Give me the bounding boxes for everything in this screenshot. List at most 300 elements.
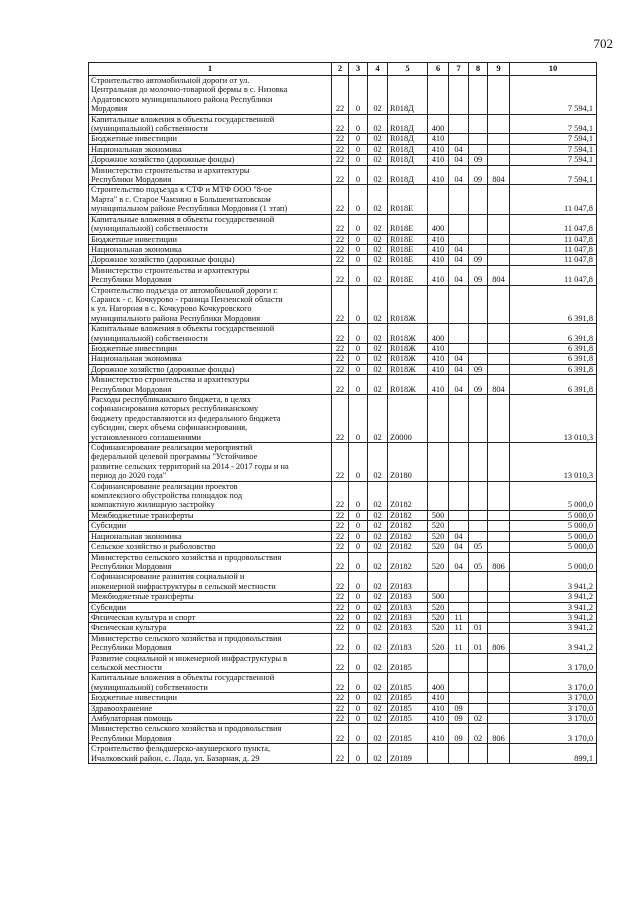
cell-col-3: 0	[349, 255, 368, 265]
cell-amount: 7 594,1	[510, 165, 597, 185]
cell-col-9: 806	[488, 633, 510, 653]
cell-col-3: 0	[349, 592, 368, 602]
table-row	[89, 510, 597, 520]
table-row	[89, 343, 597, 353]
cell-col-8	[469, 144, 488, 154]
cell-name: Дорожное хозяйство (дорожные фонды)	[89, 155, 332, 165]
cell-col-4: 02	[368, 144, 388, 154]
cell-col-3: 0	[349, 234, 368, 244]
cell-amount: 5 000,0	[510, 542, 597, 552]
cell-col-9	[488, 542, 510, 552]
cell-col-9	[488, 481, 510, 510]
table-row	[89, 324, 597, 344]
cell-col-6: 400	[428, 324, 449, 344]
cell-col-7	[449, 443, 469, 482]
cell-col-4: 02	[368, 214, 388, 234]
cell-col-3: 0	[349, 572, 368, 592]
cell-col-8: 05	[469, 552, 488, 572]
cell-amount: 11 047,8	[510, 214, 597, 234]
cell-col-3: 0	[349, 521, 368, 531]
table-row	[89, 703, 597, 713]
cell-col-8	[469, 134, 488, 144]
cell-name: Софинансирование реализации проектов комплексного обустройства площадок под компактную жилищную застройку	[89, 481, 332, 510]
cell-col-3: 0	[349, 155, 368, 165]
cell-col-7	[449, 214, 469, 234]
cell-name: Межбюджетные трансферты	[89, 510, 332, 520]
cell-col-6: 410	[428, 714, 449, 724]
cell-col-6	[428, 744, 449, 764]
table-row	[89, 724, 597, 744]
cell-col-3: 0	[349, 114, 368, 134]
cell-col-9	[488, 693, 510, 703]
cell-col-6	[428, 653, 449, 673]
cell-col-5: Z0185	[388, 653, 428, 673]
cell-col-2: 22	[332, 144, 349, 154]
cell-name: Софинансирование реализации мероприятий федеральной целевой программы "Устойчивое развитие сельских территорий на 2014 - 2017 годы и на период до 2020 года"	[89, 443, 332, 482]
cell-col-3: 0	[349, 510, 368, 520]
cell-amount: 3 941,2	[510, 612, 597, 622]
cell-name: Софинансирование развития социальной и инженерной инфраструктуры в сельской местности	[89, 572, 332, 592]
header-col-4: 4	[368, 63, 388, 76]
table-row	[89, 572, 597, 592]
cell-col-5: R018Д	[388, 76, 428, 115]
cell-amount: 5 000,0	[510, 510, 597, 520]
cell-col-5: R018Д	[388, 134, 428, 144]
cell-col-4: 02	[368, 255, 388, 265]
cell-col-6: 500	[428, 510, 449, 520]
cell-col-7	[449, 185, 469, 214]
cell-amount: 7 594,1	[510, 134, 597, 144]
cell-col-9	[488, 572, 510, 592]
cell-col-3: 0	[349, 673, 368, 693]
cell-col-6: 410	[428, 265, 449, 285]
cell-amount: 6 391,8	[510, 364, 597, 374]
cell-amount: 3 170,0	[510, 693, 597, 703]
cell-amount: 11 047,8	[510, 244, 597, 254]
table-row	[89, 744, 597, 764]
header-col-9: 9	[488, 63, 510, 76]
cell-col-6: 410	[428, 144, 449, 154]
cell-name: Капитальные вложения в объекты государственной (муниципальной) собственности	[89, 214, 332, 234]
cell-col-9	[488, 395, 510, 443]
cell-col-7	[449, 76, 469, 115]
table-row	[89, 602, 597, 612]
cell-col-7	[449, 510, 469, 520]
cell-name: Дорожное хозяйство (дорожные фонды)	[89, 255, 332, 265]
cell-name: Субсидии	[89, 602, 332, 612]
cell-amount: 6 391,8	[510, 343, 597, 353]
cell-col-6	[428, 76, 449, 115]
cell-col-8: 01	[469, 633, 488, 653]
cell-col-8	[469, 114, 488, 134]
cell-col-4: 02	[368, 693, 388, 703]
cell-col-8	[469, 744, 488, 764]
cell-col-5: R018E	[388, 255, 428, 265]
cell-col-8: 09	[469, 155, 488, 165]
cell-name: Национальная экономика	[89, 144, 332, 154]
cell-col-3: 0	[349, 531, 368, 541]
cell-amount: 3 170,0	[510, 653, 597, 673]
cell-col-4: 02	[368, 531, 388, 541]
cell-col-3: 0	[349, 724, 368, 744]
cell-name: Физическая культура	[89, 623, 332, 633]
cell-col-5: R018Ж	[388, 285, 428, 324]
cell-col-2: 22	[332, 285, 349, 324]
cell-col-7: 11	[449, 633, 469, 653]
cell-name: Министерство сельского хозяйства и продовольствия Республики Мордовия	[89, 724, 332, 744]
cell-col-3: 0	[349, 744, 368, 764]
cell-amount: 5 000,0	[510, 481, 597, 510]
cell-col-2: 22	[332, 552, 349, 572]
cell-col-2: 22	[332, 592, 349, 602]
table-row	[89, 185, 597, 214]
table-row	[89, 552, 597, 572]
cell-col-9	[488, 714, 510, 724]
cell-name: Капитальные вложения в объекты государственной (муниципальной) собственности	[89, 673, 332, 693]
cell-col-4: 02	[368, 592, 388, 602]
cell-col-8: 09	[469, 265, 488, 285]
cell-col-7	[449, 285, 469, 324]
cell-col-3: 0	[349, 623, 368, 633]
cell-col-3: 0	[349, 265, 368, 285]
cell-col-8	[469, 703, 488, 713]
table-row	[89, 354, 597, 364]
table-row	[89, 114, 597, 134]
cell-col-9	[488, 673, 510, 693]
cell-col-6: 520	[428, 602, 449, 612]
cell-col-7	[449, 673, 469, 693]
cell-name: Министерство сельского хозяйства и продовольствия Республики Мордовия	[89, 633, 332, 653]
cell-col-8: 02	[469, 714, 488, 724]
cell-col-6	[428, 285, 449, 324]
cell-col-6	[428, 572, 449, 592]
cell-col-8	[469, 395, 488, 443]
cell-col-7	[449, 592, 469, 602]
cell-col-2: 22	[332, 744, 349, 764]
cell-col-8	[469, 531, 488, 541]
cell-col-6: 410	[428, 693, 449, 703]
cell-col-2: 22	[332, 214, 349, 234]
cell-col-4: 02	[368, 724, 388, 744]
cell-col-7: 04	[449, 255, 469, 265]
cell-col-7: 11	[449, 612, 469, 622]
cell-col-5: Z0180	[388, 443, 428, 482]
cell-col-5: Z0183	[388, 633, 428, 653]
cell-col-6	[428, 443, 449, 482]
cell-col-3: 0	[349, 185, 368, 214]
table-row	[89, 481, 597, 510]
cell-amount: 7 594,1	[510, 76, 597, 115]
cell-col-3: 0	[349, 714, 368, 724]
cell-col-9	[488, 364, 510, 374]
cell-col-5: Z0189	[388, 744, 428, 764]
cell-col-8: 09	[469, 375, 488, 395]
cell-col-6: 520	[428, 531, 449, 541]
cell-col-8	[469, 76, 488, 115]
cell-col-8	[469, 592, 488, 602]
cell-col-4: 02	[368, 602, 388, 612]
cell-amount: 899,1	[510, 744, 597, 764]
cell-col-4: 02	[368, 324, 388, 344]
cell-col-7: 04	[449, 165, 469, 185]
cell-col-3: 0	[349, 165, 368, 185]
cell-col-5: R018Д	[388, 165, 428, 185]
cell-col-6: 500	[428, 592, 449, 602]
table-row	[89, 134, 597, 144]
cell-col-2: 22	[332, 572, 349, 592]
cell-col-3: 0	[349, 693, 368, 703]
cell-col-3: 0	[349, 552, 368, 572]
cell-col-2: 22	[332, 114, 349, 134]
cell-col-4: 02	[368, 343, 388, 353]
cell-col-9	[488, 703, 510, 713]
cell-col-2: 22	[332, 714, 349, 724]
cell-col-8	[469, 214, 488, 234]
cell-col-5: Z0185	[388, 703, 428, 713]
cell-name: Строительство подъезда от автомобильной дороги г. Саранск - с. Кочкурово - граница Пензенской области к ул. Нагорная в с. Кочкурово Кочкуровского муниципального района Республики Мордовия	[89, 285, 332, 324]
cell-name: Капитальные вложения в объекты государственной (муниципальной) собственности	[89, 324, 332, 344]
table-row	[89, 244, 597, 254]
cell-col-2: 22	[332, 612, 349, 622]
cell-col-5: Z0182	[388, 481, 428, 510]
table-row	[89, 375, 597, 395]
cell-amount: 13 010,3	[510, 443, 597, 482]
cell-amount: 6 391,8	[510, 375, 597, 395]
cell-col-8	[469, 324, 488, 344]
cell-col-5: Z0183	[388, 572, 428, 592]
cell-col-9	[488, 521, 510, 531]
header-col-2: 2	[332, 63, 349, 76]
cell-col-5: Z0183	[388, 612, 428, 622]
table-row	[89, 693, 597, 703]
budget-table-container	[88, 62, 596, 764]
cell-col-5: R018Ж	[388, 375, 428, 395]
cell-name: Физическая культура и спорт	[89, 612, 332, 622]
cell-col-2: 22	[332, 653, 349, 673]
cell-col-7	[449, 744, 469, 764]
cell-col-4: 02	[368, 134, 388, 144]
cell-col-2: 22	[332, 165, 349, 185]
cell-name: Расходы республиканского бюджета, в целях софинансирования которых республиканскому бюджету предоставляются из федерального бюджета субсидии, сверх объема софинансирования, установленного соглашениями	[89, 395, 332, 443]
cell-col-3: 0	[349, 144, 368, 154]
table-row	[89, 714, 597, 724]
cell-col-5: Z0182	[388, 552, 428, 572]
cell-col-9	[488, 285, 510, 324]
cell-col-8	[469, 510, 488, 520]
cell-name: Министерство строительства и архитектуры Республики Мордовия	[89, 375, 332, 395]
cell-col-9	[488, 155, 510, 165]
header-col-5: 5	[388, 63, 428, 76]
cell-col-9	[488, 244, 510, 254]
cell-col-4: 02	[368, 76, 388, 115]
cell-name: Здравоохранение	[89, 703, 332, 713]
cell-col-7: 04	[449, 364, 469, 374]
cell-col-8	[469, 673, 488, 693]
cell-col-3: 0	[349, 612, 368, 622]
cell-col-7	[449, 653, 469, 673]
cell-amount: 5 000,0	[510, 552, 597, 572]
cell-col-7: 04	[449, 155, 469, 165]
cell-amount: 3 170,0	[510, 703, 597, 713]
cell-col-2: 22	[332, 510, 349, 520]
cell-col-5: Z0182	[388, 521, 428, 531]
table-row	[89, 165, 597, 185]
cell-col-5: Z0183	[388, 592, 428, 602]
cell-col-5: Z0185	[388, 724, 428, 744]
table-row	[89, 653, 597, 673]
cell-col-9	[488, 602, 510, 612]
cell-col-5: R018Д	[388, 114, 428, 134]
header-col-7: 7	[449, 63, 469, 76]
cell-col-5: R018Ж	[388, 354, 428, 364]
cell-col-3: 0	[349, 542, 368, 552]
cell-col-2: 22	[332, 185, 349, 214]
cell-col-8	[469, 244, 488, 254]
cell-col-9	[488, 255, 510, 265]
cell-col-9: 804	[488, 265, 510, 285]
cell-col-6: 410	[428, 244, 449, 254]
cell-col-4: 02	[368, 354, 388, 364]
cell-col-4: 02	[368, 165, 388, 185]
cell-col-4: 02	[368, 244, 388, 254]
cell-amount: 11 047,8	[510, 185, 597, 214]
table-row	[89, 623, 597, 633]
cell-name: Бюджетные инвестиции	[89, 343, 332, 353]
cell-amount: 3 941,2	[510, 592, 597, 602]
cell-col-6: 520	[428, 552, 449, 572]
cell-col-5: Z0182	[388, 542, 428, 552]
cell-col-2: 22	[332, 375, 349, 395]
cell-name: Бюджетные инвестиции	[89, 693, 332, 703]
cell-amount: 3 170,0	[510, 724, 597, 744]
cell-name: Развитие социальной и инженерной инфраструктуры в сельской местности	[89, 653, 332, 673]
cell-col-4: 02	[368, 633, 388, 653]
table-row	[89, 592, 597, 602]
cell-col-7: 09	[449, 703, 469, 713]
cell-col-9	[488, 214, 510, 234]
cell-col-2: 22	[332, 244, 349, 254]
table-row	[89, 155, 597, 165]
cell-name: Министерство строительства и архитектуры Республики Мордовия	[89, 265, 332, 285]
cell-amount: 7 594,1	[510, 155, 597, 165]
cell-col-3: 0	[349, 324, 368, 344]
cell-col-5: R018E	[388, 234, 428, 244]
cell-amount: 5 000,0	[510, 521, 597, 531]
cell-col-4: 02	[368, 521, 388, 531]
cell-col-9	[488, 592, 510, 602]
cell-col-8: 09	[469, 255, 488, 265]
cell-amount: 3 941,2	[510, 602, 597, 612]
cell-col-6: 410	[428, 703, 449, 713]
table-row	[89, 521, 597, 531]
cell-col-6: 410	[428, 165, 449, 185]
cell-col-2: 22	[332, 155, 349, 165]
cell-name: Бюджетные инвестиции	[89, 134, 332, 144]
cell-name: Бюджетные инвестиции	[89, 234, 332, 244]
cell-col-4: 02	[368, 552, 388, 572]
cell-col-4: 02	[368, 542, 388, 552]
cell-col-5: Z0182	[388, 510, 428, 520]
cell-col-5: Z0183	[388, 623, 428, 633]
cell-col-5: R018Д	[388, 144, 428, 154]
cell-col-2: 22	[332, 673, 349, 693]
cell-col-8: 09	[469, 364, 488, 374]
cell-col-4: 02	[368, 653, 388, 673]
cell-col-9	[488, 653, 510, 673]
cell-col-8	[469, 521, 488, 531]
cell-col-9	[488, 623, 510, 633]
cell-amount: 11 047,8	[510, 255, 597, 265]
cell-col-7: 04	[449, 375, 469, 395]
cell-col-6	[428, 395, 449, 443]
cell-name: Национальная экономика	[89, 244, 332, 254]
cell-col-7: 04	[449, 354, 469, 364]
cell-col-2: 22	[332, 724, 349, 744]
cell-name: Строительство фельдшерско-акушерского пункта, Ичалковский район, с. Лада, ул. Базарная, д. 29	[89, 744, 332, 764]
cell-col-3: 0	[349, 214, 368, 234]
cell-col-7: 11	[449, 623, 469, 633]
cell-col-9	[488, 134, 510, 144]
cell-col-7: 04	[449, 542, 469, 552]
cell-col-2: 22	[332, 521, 349, 531]
cell-col-6: 410	[428, 724, 449, 744]
table-row	[89, 234, 597, 244]
cell-col-6: 520	[428, 612, 449, 622]
cell-col-7: 04	[449, 552, 469, 572]
cell-col-8	[469, 354, 488, 364]
cell-col-7	[449, 521, 469, 531]
cell-amount: 7 594,1	[510, 144, 597, 154]
cell-col-8	[469, 443, 488, 482]
cell-amount: 3 170,0	[510, 673, 597, 693]
cell-col-8	[469, 653, 488, 673]
cell-col-4: 02	[368, 155, 388, 165]
cell-col-4: 02	[368, 703, 388, 713]
cell-name: Субсидии	[89, 521, 332, 531]
cell-col-2: 22	[332, 602, 349, 612]
cell-col-9	[488, 324, 510, 344]
cell-col-7	[449, 114, 469, 134]
cell-col-4: 02	[368, 375, 388, 395]
cell-col-9	[488, 612, 510, 622]
cell-col-7	[449, 572, 469, 592]
cell-col-2: 22	[332, 324, 349, 344]
cell-col-6: 400	[428, 114, 449, 134]
cell-amount: 6 391,8	[510, 354, 597, 364]
table-row	[89, 612, 597, 622]
cell-col-7: 04	[449, 244, 469, 254]
cell-col-5: Z0182	[388, 531, 428, 541]
cell-col-4: 02	[368, 395, 388, 443]
cell-col-3: 0	[349, 395, 368, 443]
cell-name: Строительство подъезда к СТФ и МТФ ООО "8-ое Марта" в с. Старое Чамзино в Большеигнатовском муниципальном районе Республики Мордовия (1 этап)	[89, 185, 332, 214]
cell-col-3: 0	[349, 653, 368, 673]
cell-col-9: 804	[488, 165, 510, 185]
cell-col-7	[449, 693, 469, 703]
cell-col-3: 0	[349, 443, 368, 482]
cell-amount: 11 047,8	[510, 234, 597, 244]
table-header-row	[89, 63, 597, 76]
cell-col-7: 04	[449, 144, 469, 154]
cell-col-3: 0	[349, 602, 368, 612]
cell-col-3: 0	[349, 364, 368, 374]
table-row	[89, 214, 597, 234]
cell-col-7: 09	[449, 724, 469, 744]
cell-col-6: 520	[428, 633, 449, 653]
cell-col-3: 0	[349, 244, 368, 254]
cell-col-6: 410	[428, 155, 449, 165]
cell-col-2: 22	[332, 134, 349, 144]
